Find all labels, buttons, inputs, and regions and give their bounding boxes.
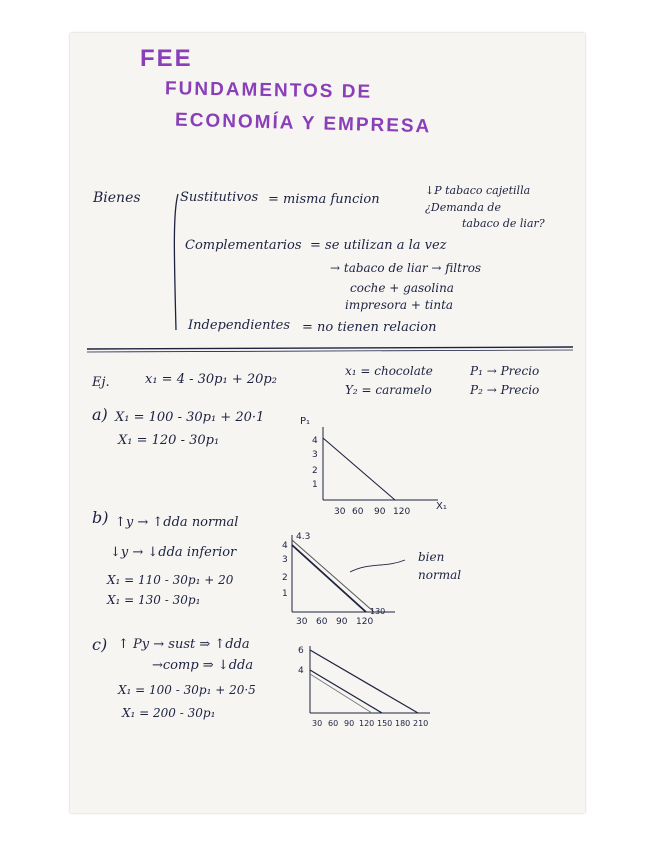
graph-c-ytick-6: 6 [298, 646, 304, 656]
graph-a-ylabel: P₁ [300, 416, 311, 427]
graph-a-xtick-60: 60 [352, 507, 364, 517]
complementarios-def: = se utilizan a la vez [310, 238, 447, 253]
example-price-2: P₂ → Precio [470, 383, 540, 397]
sust-example-2: ¿Demanda de [425, 201, 501, 214]
graph-a-xtick-120: 120 [393, 507, 411, 517]
part-c-line-2: →comp ⇒ ↓dda [152, 658, 254, 673]
graph-a-ytick-4: 4 [312, 436, 318, 446]
graph-a-ytick-3: 3 [312, 450, 318, 460]
graph-b [270, 530, 410, 630]
title-economia: ECONOMÍA Y EMPRESA [174, 109, 432, 138]
graph-a-xtick-90: 90 [374, 507, 386, 517]
sust-example-1: ↓P tabaco cajetilla [425, 184, 531, 197]
graph-c-xtick-210: 210 [413, 719, 429, 728]
graph-a-xlabel: X₁ [436, 501, 447, 512]
part-c-line-3: X₁ = 100 - 30p₁ + 20·5 [118, 683, 256, 697]
title-fundamentos: FUNDAMENTOS DE [164, 78, 373, 103]
graph-b-ytop: 4.3 [296, 532, 311, 542]
graph-a-ytick-2: 2 [312, 466, 318, 476]
comp-example-2: coche + gasolina [350, 281, 454, 295]
graph-b-xtick-130: 130 [370, 607, 386, 616]
part-a-label: a) [92, 405, 108, 424]
part-b-label: b) [92, 508, 109, 527]
graph-b-ytick-1: 1 [282, 589, 288, 599]
independientes-def: = no tienen relacion [302, 320, 437, 335]
sust-example-3: tabaco de liar? [462, 217, 545, 230]
graph-c-xtick-150: 150 [377, 719, 393, 728]
independientes-label: Independientes [188, 318, 291, 333]
graph-c [290, 638, 450, 738]
part-a-line-1: X₁ = 100 - 30p₁ + 20·1 [115, 410, 265, 425]
graph-b-xtick-30: 30 [296, 617, 308, 627]
ej-label: Ej. [92, 375, 110, 390]
graph-b-ytick-2: 2 [282, 573, 288, 583]
graph-c-xtick-180: 180 [395, 719, 411, 728]
part-b-note-1: bien [418, 550, 445, 564]
comp-example-3: impresora + tinta [345, 298, 454, 312]
graph-b-xtick-120: 120 [356, 617, 374, 627]
example-price-1: P₁ → Precio [470, 364, 540, 378]
example-def-1: x₁ = chocolate [345, 364, 433, 378]
part-c-line-4: X₁ = 200 - 30p₁ [122, 706, 216, 720]
graph-c-ytick-4: 4 [298, 666, 304, 676]
graph-c-xtick-30: 30 [312, 719, 323, 728]
graph-b-ytick-3: 3 [282, 555, 288, 565]
part-c-label: c) [92, 635, 108, 654]
graph-c-xtick-60: 60 [328, 719, 339, 728]
part-b-note-2: normal [418, 568, 462, 582]
graph-b-ytick-4: 4 [282, 541, 288, 551]
part-b-line-2: ↓y → ↓dda inferior [110, 545, 237, 560]
graph-a-ytick-1: 1 [312, 480, 318, 490]
graph-c-xtick-120: 120 [359, 719, 375, 728]
graph-b-xtick-60: 60 [316, 617, 328, 627]
bienes-brace [170, 192, 182, 332]
part-c-line-1: ↑ Py → sust ⇒ ↑dda [118, 637, 250, 652]
graph-a [298, 412, 458, 522]
bienes-label: Bienes [93, 190, 141, 206]
comp-example-1: → tabaco de liar → filtros [330, 261, 482, 275]
part-b-line-3: X₁ = 110 - 30p₁ + 20 [107, 573, 234, 587]
graph-c-xtick-90: 90 [344, 719, 355, 728]
example-def-2: Y₂ = caramelo [345, 383, 432, 397]
graph-b-xtick-90: 90 [336, 617, 348, 627]
sustitutivos-label: Sustitutivos [180, 190, 259, 205]
part-b-line-1: ↑y → ↑dda normal [115, 515, 239, 530]
example-equation: x₁ = 4 - 30p₁ + 20p₂ [145, 372, 277, 387]
complementarios-label: Complementarios [185, 238, 302, 253]
title-fee: FEE [140, 45, 193, 72]
sustitutivos-def: = misma funcion [268, 192, 380, 207]
part-b-line-4: X₁ = 130 - 30p₁ [107, 593, 201, 607]
section-divider [85, 343, 575, 355]
graph-a-xtick-30: 30 [334, 507, 346, 517]
part-a-line-2: X₁ = 120 - 30p₁ [118, 433, 220, 448]
